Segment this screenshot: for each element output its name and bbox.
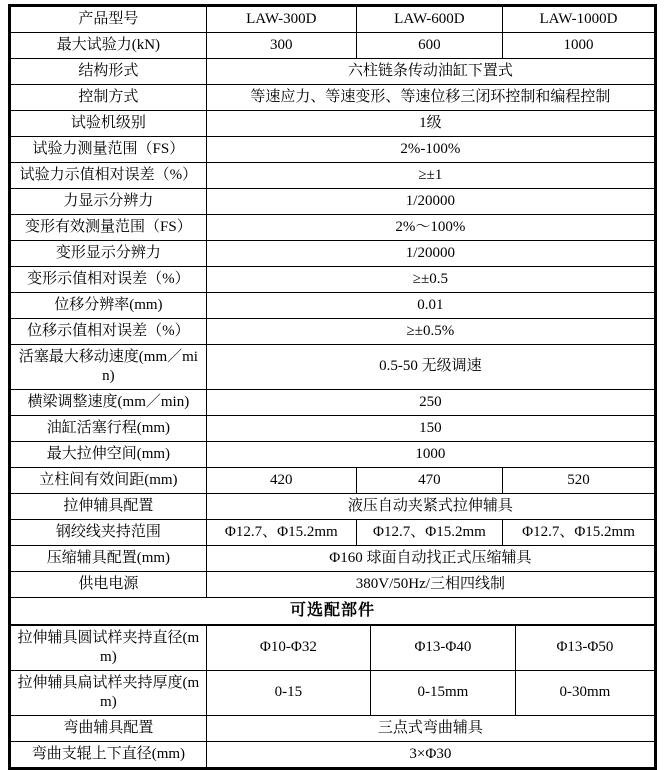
spec-value: 0-15 [206,671,370,716]
table-row [11,85,655,111]
spec-value: 420 [206,468,356,494]
spec-value: 600 [356,33,502,59]
spec-value: 150 [206,416,654,442]
spec-value: 520 [503,468,655,494]
table-row [11,626,655,671]
spec-value: Φ12.7、Φ15.2mm [206,520,356,546]
spec-label: 最大拉伸空间(mm) [11,442,207,468]
spec-label: 位移示值相对误差（%） [11,319,207,345]
table-row [11,546,655,572]
spec-value: Φ13-Φ40 [370,626,515,671]
table-row [11,59,655,85]
spec-value: ≥±1 [206,163,654,189]
spec-label: 变形示值相对误差（%） [11,267,207,293]
spec-label: 最大试验力(kN) [11,33,207,59]
spec-label: 压缩辅具配置(mm) [11,546,207,572]
spec-label: 控制方式 [11,85,207,111]
spec-label: 弯曲辅具配置 [11,716,207,742]
table-row [11,267,655,293]
table-row [11,390,655,416]
spec-table-border [8,4,657,770]
spec-value: 0-30mm [515,671,654,716]
table-row [11,111,655,137]
spec-value: ≥±0.5 [206,267,654,293]
section-title: 可选配部件 [11,598,655,625]
spec-label: 钢绞线夹持范围 [11,520,207,546]
spec-label: 油缸活塞行程(mm) [11,416,207,442]
spec-value: 2%～100% [206,215,654,241]
spec-value: 470 [356,468,502,494]
table-row [11,572,655,598]
table-row [11,598,655,625]
spec-value: Φ12.7、Φ15.2mm [356,520,502,546]
table-row [11,468,655,494]
spec-value: 六柱链条传动油缸下置式 [206,59,654,85]
spec-table-main [10,6,655,625]
spec-label: 横梁调整速度(mm／min) [11,390,207,416]
table-row [11,137,655,163]
spec-label: 产品型号 [11,7,207,33]
spec-value: 三点式弯曲辅具 [206,716,654,742]
spec-value: 380V/50Hz/三相四线制 [206,572,654,598]
spec-value: Φ13-Φ50 [515,626,654,671]
table-row [11,520,655,546]
spec-value: 2%-100% [206,137,654,163]
spec-value: LAW-600D [356,7,502,33]
spec-value: Φ12.7、Φ15.2mm [503,520,655,546]
spec-value: 等速应力、等速变形、等速位移三闭环控制和编程控制 [206,85,654,111]
spec-label: 拉伸辅具圆试样夹持直径(mm) [11,626,207,671]
spec-label: 试验机级别 [11,111,207,137]
spec-label: 力显示分辨力 [11,189,207,215]
table-row [11,215,655,241]
table-row [11,163,655,189]
table-row [11,716,655,742]
spec-table-optional [10,625,655,768]
spec-label: 拉伸辅具配置 [11,494,207,520]
spec-value: 1级 [206,111,654,137]
spec-value: Φ160 球面自动找正式压缩辅具 [206,546,654,572]
table-row [11,671,655,716]
spec-label: 立柱间有效间距(mm) [11,468,207,494]
table-row [11,7,655,33]
spec-label: 活塞最大移动速度(mm／min) [11,345,207,390]
spec-value: 1000 [503,33,655,59]
spec-value: LAW-1000D [503,7,655,33]
table-row [11,33,655,59]
spec-value: Φ10-Φ32 [206,626,370,671]
spec-value: 1/20000 [206,241,654,267]
spec-value: 250 [206,390,654,416]
spec-label: 位移分辨率(mm) [11,293,207,319]
spec-value: 0-15mm [370,671,515,716]
spec-value: 1000 [206,442,654,468]
table-row [11,293,655,319]
table-row [11,319,655,345]
table-row [11,494,655,520]
spec-value: 1/20000 [206,189,654,215]
spec-label: 结构形式 [11,59,207,85]
spec-value: 0.01 [206,293,654,319]
table-row [11,416,655,442]
spec-value: LAW-300D [206,7,356,33]
spec-label: 变形显示分辨力 [11,241,207,267]
table-row [11,189,655,215]
table-row [11,345,655,390]
spec-label: 试验力示值相对误差（%） [11,163,207,189]
spec-label: 弯曲支辊上下直径(mm) [11,742,207,768]
spec-label: 变形有效测量范围（FS） [11,215,207,241]
table-row [11,742,655,768]
spec-label: 试验力测量范围（FS） [11,137,207,163]
spec-value: 0.5-50 无级调速 [206,345,654,390]
table-row [11,442,655,468]
spec-value: 液压自动夹紧式拉伸辅具 [206,494,654,520]
spec-value: 300 [206,33,356,59]
spec-value: 3×Φ30 [206,742,654,768]
spec-label: 拉伸辅具扁试样夹持厚度(mm) [11,671,207,716]
spec-value: ≥±0.5% [206,319,654,345]
table-row [11,241,655,267]
spec-label: 供电电源 [11,572,207,598]
